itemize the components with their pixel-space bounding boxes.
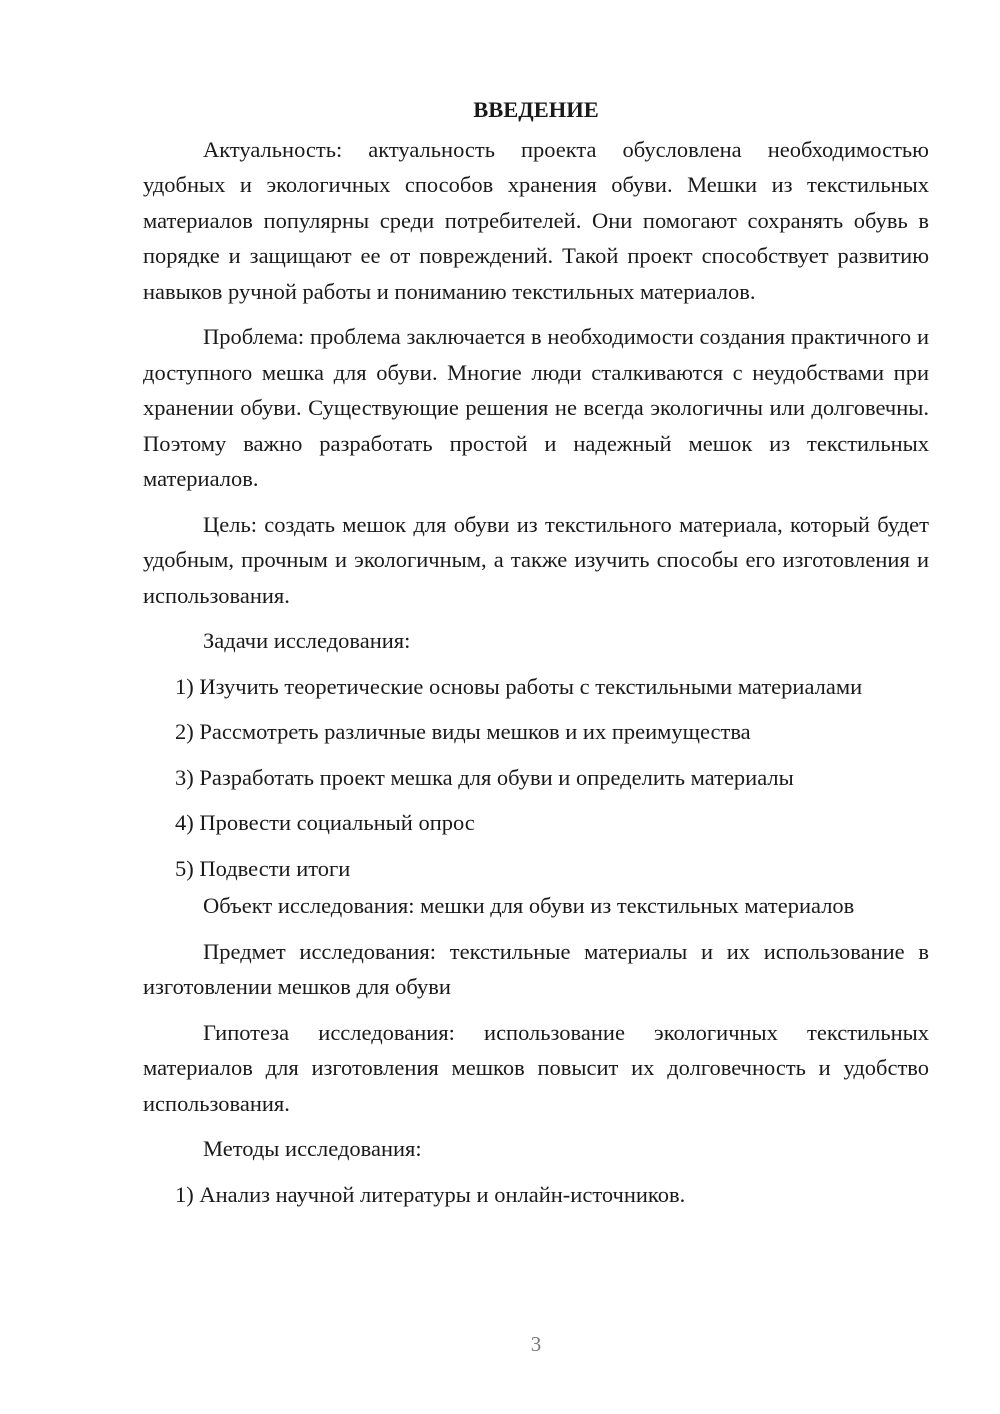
subject-paragraph: Предмет исследования: текстильные материалы и их использование в изготовлении мешков для обуви	[143, 938, 929, 999]
goal-paragraph: Цель: создать мешок для обуви из текстильного материала, который будет удобным, прочным и экологичным, а также изучить способы его изготовления и использования.	[143, 511, 929, 608]
tasks-heading: Задачи исследования:	[203, 628, 411, 653]
page-content	[143, 92, 929, 1222]
task-item-1: 1) Изучить теоретические основы работы с текстильными материалами	[175, 673, 863, 699]
page-number: 3	[530, 1332, 542, 1356]
relevance-paragraph: Актуальность: актуальность проекта обусловлена необходимостью удобных и экологичных способов хранения обуви. Мешки из текстильных материалов популярны среди потребителей. Они помогают сохранять обувь в порядке и защищают ее от повреждений. Такой проект способствует развитию навыков ручной работы и пониманию текстильных материалов.	[143, 136, 929, 304]
hypothesis-paragraph: Гипотеза исследования: использование экологичных текстильных материалов для изготовления мешков повысит их долговечность и удобство использования.	[143, 1019, 929, 1116]
methods-heading: Методы исследования:	[203, 1136, 422, 1161]
task-item-2: 2) Рассмотреть различные виды мешков и их преимущества	[175, 719, 751, 744]
problem-paragraph: Проблема: проблема заключается в необходимости создания практичного и доступного мешка для обуви. Многие люди сталкиваются с неудобствами при хранении обуви. Существующие решения не всегда экологичны или долговечны. Поэтому важно разработать простой и надежный мешок из текстильных материалов.	[143, 324, 929, 491]
method-item-1: 1) Анализ научной литературы и онлайн-источников.	[175, 1181, 686, 1207]
task-item-3: 3) Разработать проект мешка для обуви и определить материалы	[175, 764, 794, 790]
section-title: ВВЕДЕНИЕ	[473, 97, 599, 122]
task-item-4: 4) Провести социальный опрос	[175, 810, 475, 835]
task-item-5: 5) Подвести итоги	[175, 855, 351, 881]
object-paragraph: Объект исследования: мешки для обуви из текстильных материалов	[203, 893, 855, 918]
